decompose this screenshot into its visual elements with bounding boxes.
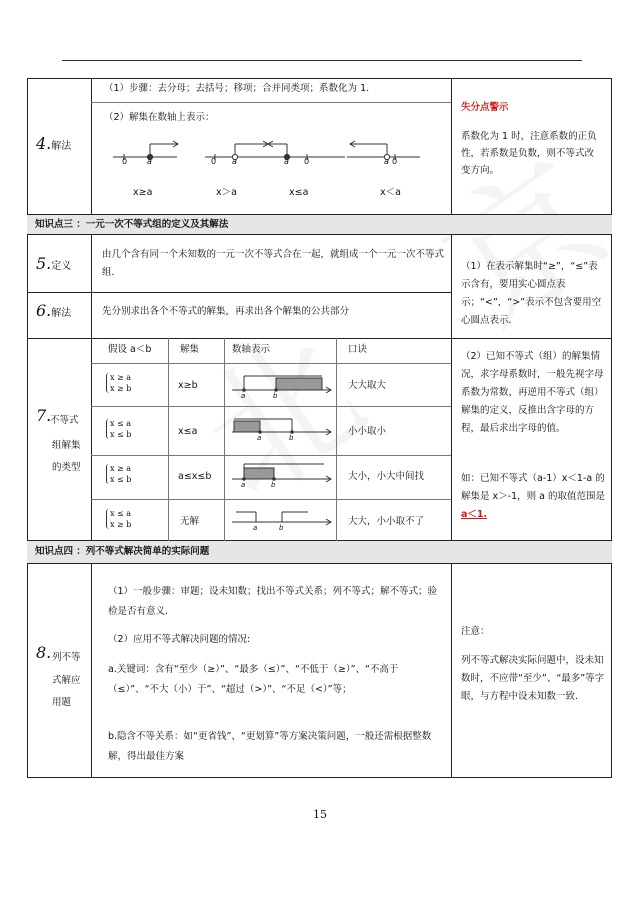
sys1: x ≥ a x ≥ b	[110, 373, 132, 393]
row6-text: 先分别求出各个不等式的解集，再求出各个解集的公共部分	[102, 306, 350, 317]
header-rule	[62, 60, 582, 61]
note-row5-6: （1）在表示解集时“≥”，“≤”表示含有，要用实心圆点表示；“<”，“>”表示不包含要用空心圆点表示．	[461, 261, 602, 326]
nl3-zero: 0	[304, 157, 310, 166]
row8-p4: b.隐含不等关系：如“更省钱”、“更划算”等方案决策问题，一般还需根据整数解，得出最佳方案	[108, 731, 432, 762]
row8-p1: （1）一般步骤：审题；设未知数；找出不等式关系；列不等式；解不等式；验检是否有意义.	[108, 586, 438, 617]
sol3: a≤x≤b	[178, 471, 212, 482]
sys4-b: b	[279, 524, 284, 532]
sys2-numberline	[232, 419, 331, 435]
nl2-a: a	[232, 157, 237, 166]
warning-title: 失分点警示	[461, 102, 509, 113]
sys2-a: a	[257, 434, 262, 442]
sys3-numberline	[232, 464, 331, 482]
nl1-zero: 0	[122, 157, 128, 166]
nl1-a: a	[147, 157, 152, 166]
sys3-b: b	[271, 481, 276, 489]
row6-heading: 6.解法	[36, 301, 72, 320]
rhyme2: 小小取小	[348, 426, 387, 437]
nl3-a: a	[284, 157, 289, 166]
sys1-numberline	[232, 376, 331, 393]
row8-note-title: 注意：	[461, 626, 490, 637]
header-rhyme: 口诀	[348, 344, 368, 355]
sys4: x ≤ a x ≥ b	[110, 509, 132, 529]
row7-label-1: 不等式	[50, 415, 79, 426]
sys2-b: b	[289, 434, 294, 442]
sol2: x≤a	[178, 426, 198, 437]
section4-bar: 知识点四 ：列不等式解决简单的实际问题	[27, 541, 612, 563]
row7-label-3: 的类型	[52, 462, 81, 473]
sys4-a: a	[253, 524, 258, 532]
row7-num: 7.	[36, 406, 52, 425]
rhyme3: 大小，小大中间找	[348, 471, 425, 482]
row4-steps: （1）步骤：去分母；去括号；移项；合并同类项；系数化为 1.	[104, 83, 370, 94]
sys1-a: a	[241, 392, 246, 400]
nl2-caption: x＞a	[216, 187, 237, 198]
header-solution: 解集	[180, 344, 200, 355]
page-number: 15	[313, 808, 327, 821]
system-numberlines	[228, 364, 334, 540]
warning-text: 系数化为 1 时，注意系数的正负性，若系数是负数，则不等式改变方向。	[461, 131, 597, 176]
row5-text: 由几个含有同一个未知数的一元一次不等式合在一起，就组成一个一元一次不等式组．	[102, 249, 445, 278]
nl4-a: a	[384, 157, 389, 166]
row5-heading: 5.定义	[36, 254, 72, 273]
row8-label-1: 列不等	[52, 652, 81, 663]
row8-label-2: 式解应	[52, 675, 81, 686]
nl2-zero: 0	[211, 157, 217, 166]
nl1-caption: x≥a	[133, 187, 153, 198]
sol4: 无解	[180, 516, 200, 527]
row7-example: 如：已知不等式（a-1）x＜1-a 的解集是 x＞-1，则 a 的取值范围是 a＜1.	[461, 473, 605, 520]
sys3-a: a	[241, 481, 246, 489]
row7-note: （2）已知不等式（组）的解集情况，求字母系数时，一般先视字母系数为常数，再逆用不等式（组）解集的定义，反推出含字母的方程，最后求出字母的值。	[461, 351, 604, 434]
sys1-b: b	[273, 392, 278, 400]
row8-note-text: 列不等式解决实际问题中，设未知数时，不应带“至少”、“最多”等字眼，与方程中设未知数一致.	[461, 655, 605, 702]
sys3: x ≥ a x ≤ b	[110, 464, 132, 484]
rhyme1: 大大取大	[348, 380, 387, 391]
sol1: x≥b	[178, 380, 198, 391]
rhyme4: 大大，小小取不了	[348, 516, 425, 527]
row8-num: 8.	[36, 643, 52, 662]
header-numberline: 数轴表示	[232, 344, 271, 355]
row4-numberline-title: （2）解集在数轴上表示：	[104, 112, 215, 123]
nl3-caption: x≤a	[289, 187, 309, 198]
section3-bar: 知识点三 ：一元一次不等式组的定义及其解法	[27, 215, 612, 234]
nl4-zero: 0	[392, 157, 398, 166]
header-assume: 假设 a＜b	[108, 344, 152, 355]
row8-p3: a.关键词：含有“至少（≥）”、“最多（≤）”、“不低于（≥）”、“不高于（≤）”、“不大（小）于”、“超过（>）”、“不足（<）”等；	[108, 664, 399, 695]
sys2: x ≤ a x ≤ b	[110, 419, 132, 439]
row4-heading: 4.解法	[36, 134, 72, 153]
row8-label-3: 用题	[52, 697, 72, 708]
nl4-caption: x＜a	[380, 187, 401, 198]
row7-label-2: 组解集	[52, 440, 81, 451]
row8-p2: （2）应用不等式解决问题的情况:	[108, 634, 251, 645]
